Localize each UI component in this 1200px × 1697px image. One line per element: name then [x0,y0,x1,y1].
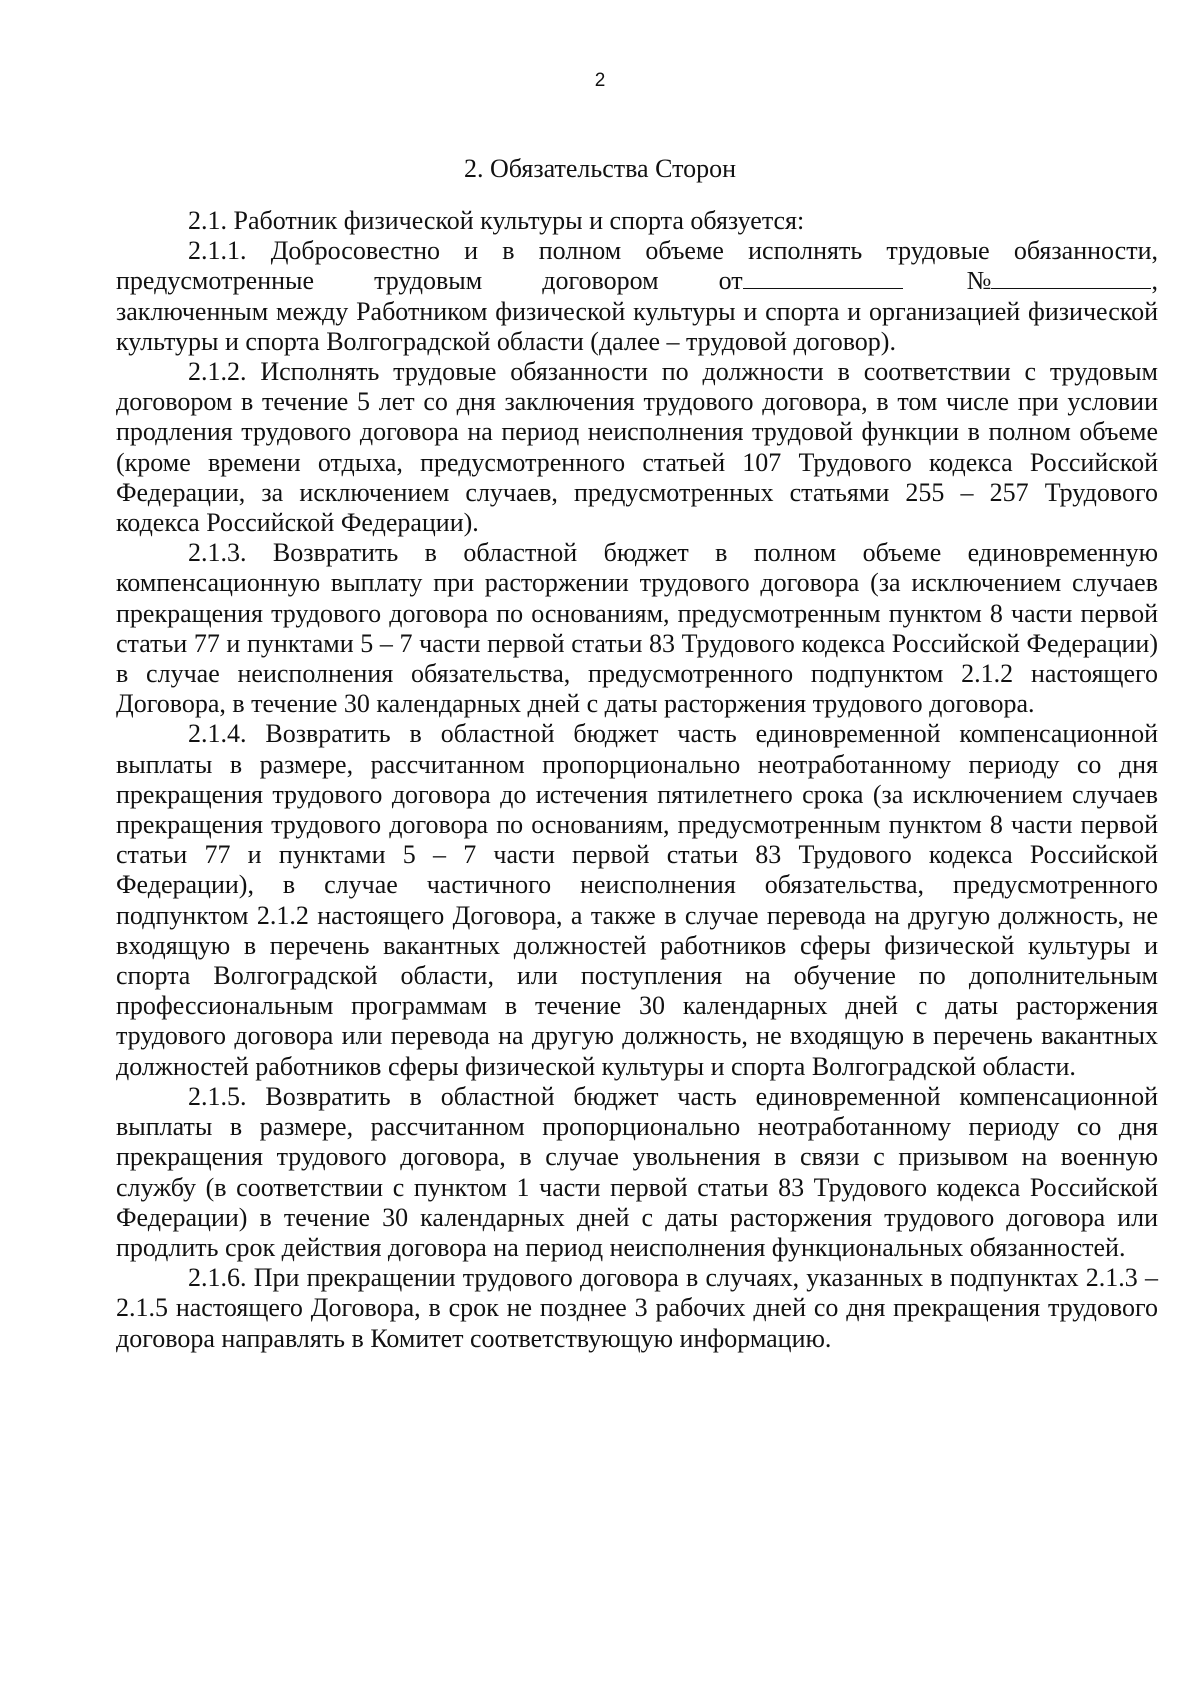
paragraph-2-1-3: 2.1.3. Возвратить в областной бюджет в полном объеме единовременную компенсационную выплату при расторжении трудового договора (за исключением случаев прекращения трудового договора по основаниям, предусмотренным пунктом 8 части первой статьи 77 и пунктами 5 – 7 части первой статьи 83 Трудового кодекса Российской Федерации) в случае неисполнения обязательства, предусмотренного подпунктом 2.1.2 настоящего Договора, в течение 30 календарных дней с даты расторжения трудового договора. [116,538,1158,719]
date-field [719,266,903,296]
document-body [116,206,1158,1354]
paragraph-2-1-6: 2.1.6. При прекращении трудового договора в случаях, указанных в подпунктах 2.1.3 – 2.1.5 настоящего Договора, в срок не позднее 3 рабочих дней со дня прекращения трудового договора направлять в Комитет соответствующую информацию. [116,1263,1158,1353]
word: предусмотренные [116,266,315,296]
number-blank-line [991,266,1151,289]
paragraph-2-1-5: 2.1.5. Возвратить в областной бюджет часть единовременной компенсационной выплаты в размере, рассчитанном пропорционально неотработанному периоду со дня прекращения трудового договора, в случае увольнения в связи с призывом на военную службу (в соответствии с пунктом 1 части первой статьи 83 Трудового кодекса Российской Федерации) в течение 30 календарных дней с даты расторжения трудового договора или продлить срок действия договора на период неисполнения функциональных обязанностей. [116,1081,1158,1262]
word: трудовым [374,266,483,296]
paragraph-2-1-4: 2.1.4. Возвратить в областной бюджет часть единовременной компенсационной выплаты в размере, рассчитанном пропорционально неотработанному периоду со дня прекращения трудового договора до истечения пятилетнего срока (за исключением случаев прекращения трудового договора по основаниям, предусмотренным пунктом 8 части первой статьи 77 и пунктами 5 – 7 части первой статьи 83 Трудового кодекса Российской Федерации), в случае частичного неисполнения обязательства, предусмотренного подпунктом 2.1.2 настоящего Договора, а также в случае перевода на другую должность, не входящую в перечень вакантных должностей работников сферы физической культуры и спорта Волгоградской области, или поступления на обучение по дополнительным профессиональным программам в течение 30 календарных дней с даты расторжения трудового договора или перевода на другую должность, не входящую в перечень вакантных должностей работников сферы физической культуры и спорта Волгоградской области. [116,719,1158,1081]
paragraph-2-1-1-line2 [116,266,1158,296]
paragraph-2-1: 2.1. Работник физической культуры и спорта обязуется: [188,206,805,235]
paragraph-2-1-1-rest: заключенным между Работником физической культуры и спорта и организацией физической культуры и спорта Волгоградской области (далее – трудовой договор). [116,296,1158,356]
page-number: 2 [594,70,606,91]
paragraph-2-1-1-line1: 2.1.1. Добросовестно и в полном объеме исполнять трудовые обязанности, [188,236,1158,266]
date-blank-line [743,266,903,289]
comma: , [1151,266,1158,296]
section-title: 2. Обязательства Сторон [464,154,736,183]
number-sign: № [966,266,992,296]
word: договором [542,266,659,296]
word: от [718,266,743,296]
number-field [963,266,1158,296]
paragraph-2-1-2: 2.1.2. Исполнять трудовые обязанности по должности в соответствии с трудовым договором в течение 5 лет со дня заключения трудового договора, в том числе при условии продления трудового договора на период неисполнения трудовой функции в полном объеме (кроме времени отдыха, предусмотренного статьей 107 Трудового кодекса Российской Федерации, за исключением случаев, предусмотренных статьями 255 – 257 Трудового кодекса Российской Федерации). [116,357,1158,538]
